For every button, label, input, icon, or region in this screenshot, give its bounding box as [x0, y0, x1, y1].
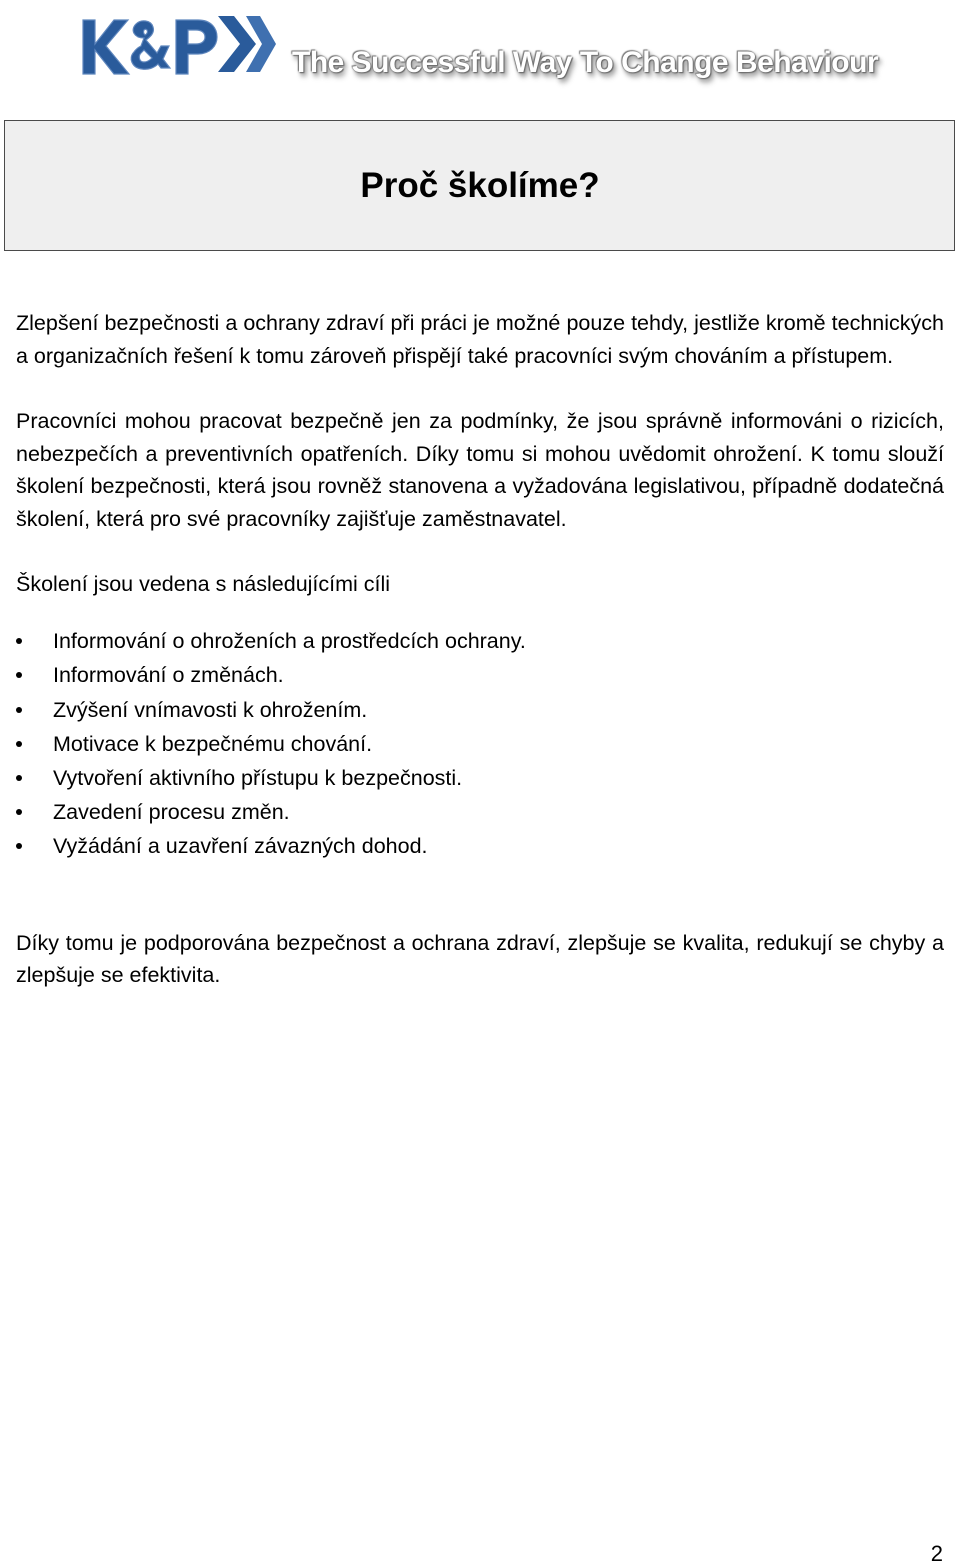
bullet-icon [16, 809, 22, 815]
list-item-text: Zvýšení vnímavosti k ohrožením. [53, 697, 368, 722]
list-item [16, 624, 944, 658]
list-item-text: Informování o změnách. [53, 663, 284, 688]
page-number: 2 [930, 1541, 943, 1566]
bullet-icon [16, 707, 22, 713]
paragraph-intro: Zlepšení bezpečnosti a ochrany zdraví při práci je možné pouze tehdy, jestliže kromě technických a organizačních řešení k tomu zároveň přispějí také pracovníci svým chováním a přístupem. [16, 311, 944, 368]
kp-logo-letters [83, 20, 217, 74]
list-item-text: Zavedení procesu změn. [53, 800, 290, 825]
page-title: Proč školíme? [360, 166, 600, 205]
header-tagline: The Successful Way To Change Behaviour [292, 46, 879, 79]
kp-logo [78, 8, 278, 80]
list-item [16, 795, 944, 829]
document-body [16, 307, 944, 992]
list-item [16, 693, 944, 727]
bullet-icon [16, 638, 22, 644]
list-item [16, 829, 944, 863]
paragraph-closing: Díky tomu je podporována bezpečnost a ochrana zdraví, zlepšuje se kvalita, redukují se chyby a zlepšuje se efektivita. [16, 930, 944, 988]
list-item-text: Informování o ohroženích a prostředcích ochrany. [53, 629, 526, 654]
goals-intro: Školení jsou vedena s následujícími cíli [16, 571, 391, 596]
kp-logo-arrows [218, 16, 276, 72]
list-item-text: Vyžádání a uzavření závazných dohod. [53, 834, 428, 859]
list-item [16, 761, 944, 795]
bullet-icon [16, 775, 22, 781]
bullet-icon [16, 741, 22, 747]
bullet-icon [16, 843, 22, 849]
goals-list [16, 624, 944, 863]
page-header [78, 8, 878, 90]
list-item [16, 658, 944, 692]
bullet-icon [16, 672, 22, 678]
list-item-text: Motivace k bezpečnému chování. [53, 731, 373, 756]
paragraph-information: Pracovníci mohou pracovat bezpečně jen za podmínky, že jsou správně informováni o rizicích, nebezpečích a preventivních opatřeních. Díky tomu si mohou uvědomit ohrožení. K tomu slouží školení bezpečnosti, která jsou rovněž stanovena a vyžadována legislativou, případně dodatečná školení, která pro své pracovníky zajišťuje zaměstnavatel. [16, 409, 944, 531]
list-item-text: Vytvoření aktivního přístupu k bezpečnosti. [53, 765, 463, 790]
list-item [16, 727, 944, 761]
